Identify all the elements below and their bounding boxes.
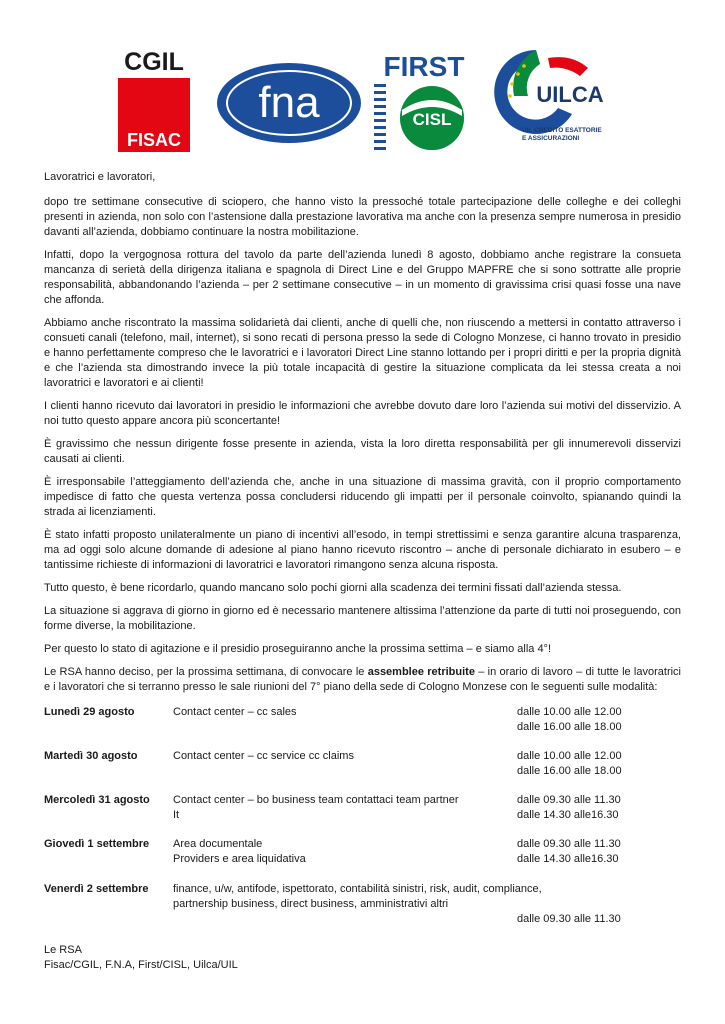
schedule-area-line: Area documentale <box>173 838 263 850</box>
signature-line-2: Fisac/CGIL, F.N.A, First/CISL, Uilca/UIL <box>44 959 238 971</box>
uilca-sub2: E ASSICURAZIONI <box>522 135 580 142</box>
cgil-fisac-logo <box>114 46 194 154</box>
paragraph-5: È gravissimo che nessun dirigente fosse presente in azienda, vista la loro diretta responsabilità per gli innumerevoli disservizi causati ai clienti. <box>44 438 681 465</box>
schedule-day: Mercoledì 31 agosto <box>44 794 150 806</box>
paragraph-4: I clienti hanno ricevuto dai lavoratori in presidio le informazioni che avrebbe dovuto dare loro l’azienda sui motivi del disservizio. A noi tutto questo appare ancora più sconcertante! <box>44 400 681 427</box>
assemblee-retribuite: assemblee retribuite <box>367 666 475 678</box>
paragraph-9: La situazione si aggrava di giorno in giorno ed è necessario mantenere altissima l’attenzione da parte di tutti noi proseguendo, con forme diverse, la mobilitazione. <box>44 605 681 632</box>
schedule-area-line: finance, u/w, antifode, ispettorato, contabilità sinistri, risk, audit, compliance, <box>173 883 542 895</box>
schedule-area <box>173 705 513 720</box>
schedule-time: dalle 10.00 alle 12.00 <box>517 750 622 762</box>
schedule-area <box>173 749 513 764</box>
uilca-text: UILCA <box>536 82 604 107</box>
paragraph-11-start: Le RSA hanno deciso, per la prossima settimana, di convocare le <box>44 666 368 678</box>
schedule-area-line: partnership business, direct business, amministrativi altri <box>173 898 449 910</box>
schedule-area-line: Providers e area liquidativa <box>173 853 306 865</box>
schedule-area-line: Contact center – cc service cc claims <box>173 750 354 762</box>
schedule-day: Giovedì 1 settembre <box>44 838 150 850</box>
signature-line-1: Le RSA <box>44 944 82 956</box>
signature <box>44 943 238 973</box>
paragraph-6: È irresponsabile l’atteggiamento dell’azienda che, anche in una situazione di massima gravità, con il proprio comportamento impedisce di fatto che questa vertenza possa concludersi riducendo gli impatti per il personale coinvolto, spianando quindi la strada ai licenziamenti. <box>44 476 681 518</box>
salutation: Lavoratrici e lavoratori, <box>44 171 156 183</box>
paragraph-1: dopo tre settimane consecutive di sciopero, che hanno visto la pressoché totale partecipazione delle colleghe e dei colleghi presenti in azienda, non solo con l’astensione dalla prestazione lavorativa ma anche con la presenza sempre numerosa in presidio davanti all’azienda, dobbiamo continuare la nostra mobilitazione. <box>44 196 681 238</box>
first-text: FIRST <box>383 51 465 82</box>
schedule-time: dalle 09.30 alle 11.30 <box>517 794 621 806</box>
paragraph-7: È stato infatti proposto unilateralmente un piano di incentivi all’esodo, in tempi strettissimi e senza garantire alcuna trasparenza, ma ad oggi solo alcune domande di adesione al piano hanno ricevuto riscontro – anche di personale dichiarato in esubero – e tantissime richieste di informazioni di lavoratrici e lavoratori rimangono senza alcuna risposta. <box>44 529 681 571</box>
schedule-day: Venerdì 2 settembre <box>44 883 149 895</box>
letter-body <box>44 170 681 703</box>
schedule-times <box>517 912 621 927</box>
schedule-times <box>517 837 621 867</box>
schedule-times <box>517 793 621 823</box>
schedule-area-line: It <box>173 809 180 821</box>
schedule-times <box>517 705 622 735</box>
uilca-logo <box>488 44 614 148</box>
paragraph-11-end: – in orario di lavoro – di tutte le lavoratrici e i lavoratori che si terranno presso le sale riunioni del 7° piano della sede di Cologno Monzese con le seguenti sulle modalità: <box>44 666 681 693</box>
logo-bar <box>0 0 725 160</box>
fisac-text: FISAC <box>127 130 181 150</box>
schedule-day: Lunedì 29 agosto <box>44 706 135 718</box>
schedule-time: dalle 09.30 alle 11.30 <box>517 838 621 850</box>
schedule-time: dalle 09.30 alle 11.30 <box>517 913 621 925</box>
schedule-time: dalle 14.30 alle16.30 <box>517 853 619 865</box>
uilca-sub1: UIL CREDITO ESATTORIE <box>522 127 602 134</box>
schedule-area <box>173 882 593 912</box>
fna-logo <box>216 62 362 144</box>
fna-text: fna <box>258 78 320 127</box>
schedule-area-line: Contact center – bo business team contattaci team partner <box>173 794 459 806</box>
paragraph-8: Tutto questo, è bene ricordarlo, quando mancano solo pochi giorni alla scadenza dei termini fissati dall’azienda stessa. <box>44 582 622 594</box>
schedule-area-line: Contact center – cc sales <box>173 706 297 718</box>
schedule-time: dalle 16.00 alle 18.00 <box>517 721 622 733</box>
paragraph-10: Per questo lo stato di agitazione e il presidio proseguiranno anche la prossima settima – e siamo alla 4°! <box>44 643 552 655</box>
schedule-day: Martedì 30 agosto <box>44 750 138 762</box>
cisl-text: CISL <box>412 110 452 129</box>
paragraph-2: Infatti, dopo la vergognosa rottura del tavolo da parte dell’azienda lunedì 8 agosto, dobbiamo anche registrare la consueta mancanza di serietà della dirigenza italiana e spagnola di Direct Line e del Gruppo MAPFRE che si sono sottratte alle proprie responsabilità, abbandonando l’azienda – per 2 settimane consecutive – in un momento di gravissima crisi quasi fosse una nave che affonda. <box>44 249 681 306</box>
schedule-times <box>517 749 622 779</box>
schedule-time: dalle 10.00 alle 12.00 <box>517 706 622 718</box>
schedule-time: dalle 16.00 alle 18.00 <box>517 765 622 777</box>
paragraph-3: Abbiamo anche riscontrato la massima solidarietà dai clienti, anche di quelli che, non riuscendo a mettersi in contatto attraverso i consueti canali (telefono, mail, internet), si sono recati di persona presso la sede di Cologno Monzese, ci hanno trovato in presidio e hanno perfettamente compreso che le lavoratrici e i lavoratori Direct Line stanno lottando per i propri diritti e per la propria dignità e che l’azienda sta dimostrando invece la più totale incapacità di gestire la situazione complicata da lei stessa creata a noi lavoratrici e lavoratori e ai clienti! <box>44 317 681 389</box>
schedule-area <box>173 793 513 823</box>
first-cisl-logo <box>372 50 476 152</box>
paragraph-11 <box>44 665 681 695</box>
schedule-area <box>173 837 513 867</box>
cgil-text: CGIL <box>124 48 184 76</box>
schedule-time: dalle 14.30 alle16.30 <box>517 809 619 821</box>
